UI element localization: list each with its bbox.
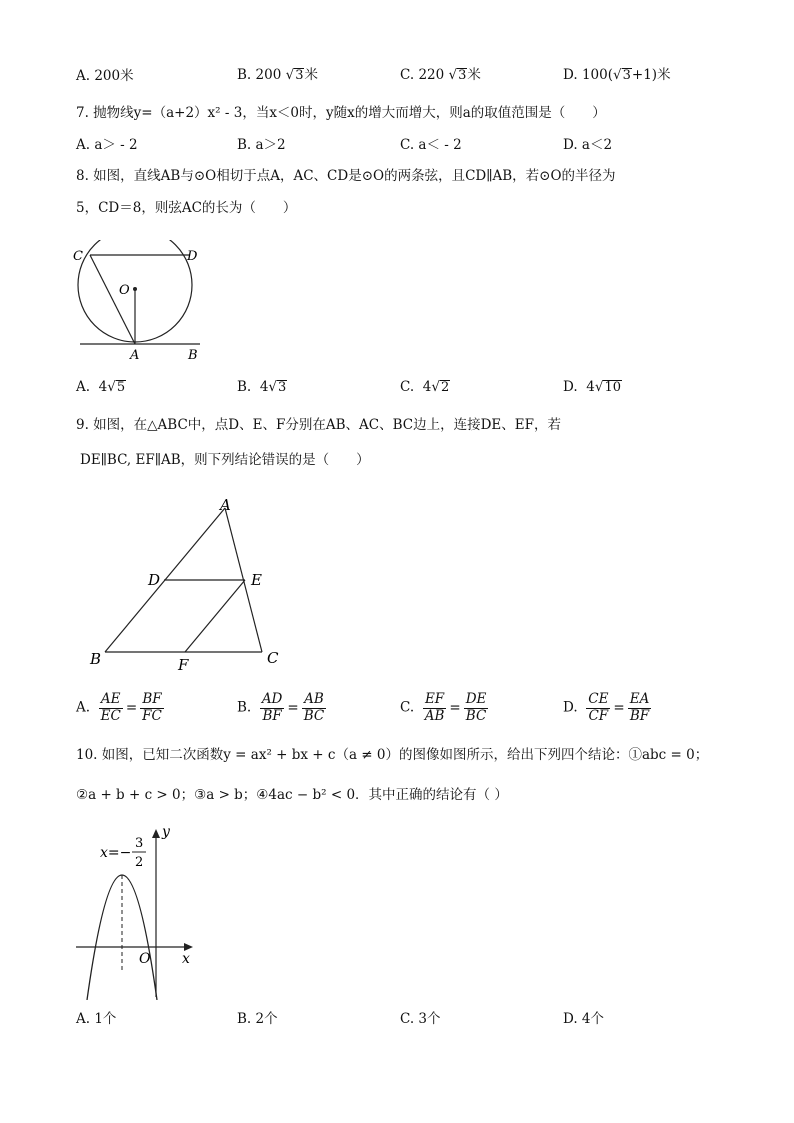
q10-option-d: D. 4个: [563, 1011, 605, 1027]
q6-option-c: C. 220 √3米: [400, 67, 481, 83]
q8-option-d: D. 4√10: [563, 379, 621, 395]
q9-option-a: A. $\frac{AE}{EC}$ = $\frac{BF}{FC}$: [76, 691, 162, 724]
label-num: 3: [135, 836, 144, 851]
sqrt-sign-icon: √: [448, 67, 458, 83]
q10-option-c: C. 3个: [400, 1011, 441, 1027]
label-f: F: [178, 656, 189, 674]
q10-parabola-figure: [70, 822, 210, 1000]
sqrt-sign-icon: √: [268, 379, 278, 395]
label-c: C: [267, 649, 279, 667]
x-axis-arrow-icon: [184, 943, 193, 951]
center-point: [133, 287, 137, 291]
q10-stem-line2: ②a + b + c > 0；③a > b；④4ac − b² < 0．其中正确的结论有（ ）: [76, 787, 508, 803]
q8-option-c: C. 4√2: [400, 379, 450, 395]
q8-stem-line2: 5，CD＝8，则弦AC的长为（ ）: [76, 200, 297, 216]
y-axis-arrow-icon: [152, 829, 160, 838]
chord-ac: [90, 255, 135, 344]
parabola-curve: [87, 875, 157, 1000]
label-y: y: [162, 824, 170, 840]
sqrt-sign-icon: √: [613, 67, 622, 83]
q10-option-a: A. 1个: [76, 1011, 117, 1027]
segment-ef: [185, 580, 245, 652]
label-b: B: [188, 348, 198, 363]
q8-circle-figure: [70, 240, 210, 365]
label-b: B: [90, 650, 102, 668]
q6-option-b: B. 200 √3米: [237, 67, 318, 83]
q7-stem: 7. 抛物线y=（a+2）x² - 3，当x＜0时，y随x的增大而增大，则a的取值范围是（ ）: [76, 105, 606, 121]
label-o: O: [119, 283, 130, 298]
label-a: A: [130, 348, 140, 363]
label-e: E: [251, 571, 262, 589]
q9-stem-line1: 9. 如图，在△ABC中，点D、E、F分别在AB、AC、BC边上，连接DE、EF，若: [76, 417, 561, 433]
sqrt-sign-icon: √: [285, 67, 295, 83]
q9-option-b: B. $\frac{AD}{BF}$ = $\frac{AB}{BC}$: [237, 691, 325, 724]
q8-option-a: A. 4√5: [76, 379, 126, 395]
label-d: D: [187, 249, 198, 264]
sqrt-sign-icon: √: [594, 379, 604, 395]
q8-option-b: B. 4√3: [237, 379, 287, 395]
q7-option-b: B. a＞2: [237, 137, 286, 153]
q9-triangle-figure: [85, 495, 295, 675]
q8-stem-line1: 8. 如图，直线AB与⊙O相切于点A，AC、CD是⊙O的两条弦，且CD∥AB，若⊙O的半径为: [76, 168, 616, 184]
q6-option-a: A. 200米: [76, 68, 134, 84]
label-x: x: [182, 951, 190, 967]
sqrt-sign-icon: √: [431, 379, 440, 395]
label-a: A: [220, 496, 231, 514]
q7-option-d: D. a＜2: [563, 137, 613, 153]
sqrt-sign-icon: √: [107, 379, 116, 395]
q10-stem-line1: 10. 如图，已知二次函数y = ax² + bx + c（a ≠ 0）的图像如图所示，给出下列四个结论：①abc = 0；: [76, 747, 709, 763]
q9-option-d: D. $\frac{CE}{CF}$ = $\frac{EA}{BF}$: [563, 691, 650, 724]
q10-option-b: B. 2个: [237, 1011, 278, 1027]
q7-option-c: C. a＜ - 2: [400, 137, 462, 153]
q6-option-d: D. 100(√3+1)米: [563, 67, 671, 83]
label-o: O: [139, 951, 151, 967]
label-d: D: [148, 571, 161, 589]
q9-stem-line2: DE∥BC, EF∥AB，则下列结论错误的是（ ）: [80, 452, 370, 468]
q7-option-a: A. a＞ - 2: [76, 137, 138, 153]
q9-option-c: C. $\frac{EF}{AB}$ = $\frac{DE}{BC}$: [400, 691, 487, 724]
label-den: 2: [135, 855, 144, 870]
label-x-eq: x=−: [100, 845, 132, 861]
label-c: C: [73, 249, 83, 264]
